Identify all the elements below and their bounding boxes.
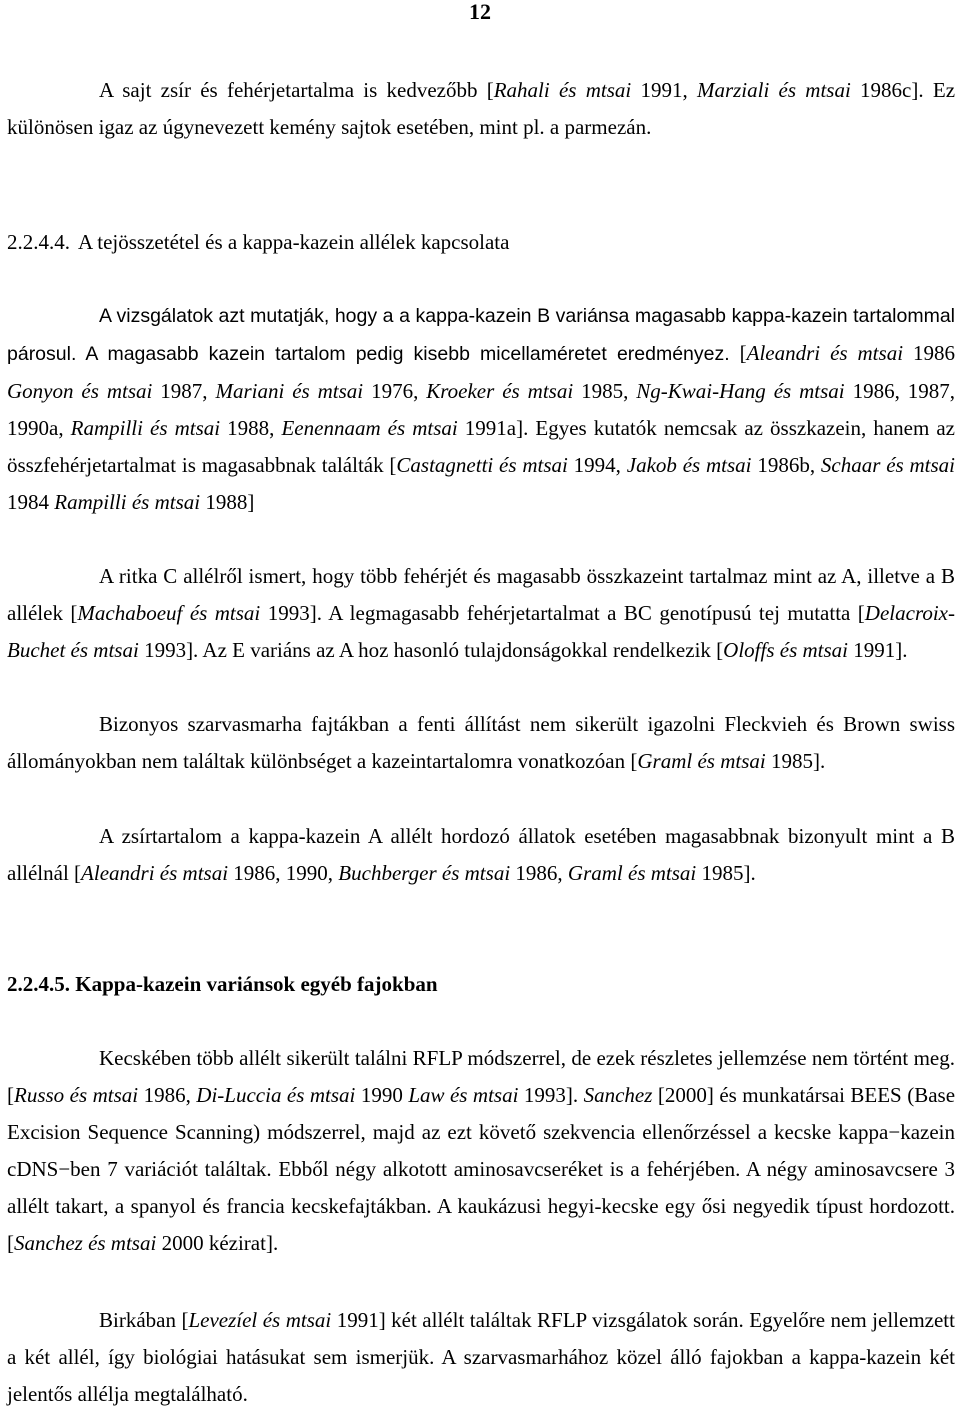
paragraph-birka: Birkában [Levezíel és mtsai 1991] két allélt találtak RFLP vizsgálatok során. Egyelőre nem jellemzett a két allél, így biológiai hatásukat sem ismerjük. A szarvasmarhához közel álló fajokban a kappa-kazein két jelentős allélja megtalálható. <box>7 1308 955 1406</box>
paragraph-kappa-kazein-b: A vizsgálatok azt mutatják, hogy a a kappa-kazein B variánsa magasabb kappa-kazein tartalommal párosul. A magasabb kazein tartalom pedig kisebb micellaméretet eredményez. [Aleandri és mtsai 1986 Gonyon és mtsai 1987, Mariani és mtsai 1976, Kroeker és mtsai 1985, Ng-Kwai-Hang és mtsai 1986, 1987, 1990a, Rampilli és mtsai 1988, Eenennaam és mtsai 1991a]. Egyes kutatók nemcsak az összkazein, hanem az összfehérjetartalmat is magasabbnak találták [Castagnetti és mtsai 1994, Jakob és mtsai 1986b, Schaar és mtsai 1984 Rampilli és mtsai 1988] <box>7 305 956 514</box>
section-heading-2-2-4-4: 2.2.4.4. A tejösszetétel és a kappa-kazein allélek kapcsolata <box>7 230 510 254</box>
paragraph-zsirtartalom: A zsírtartalom a kappa-kazein A allélt hordozó állatok esetében magasabbnak bizonyult mint a B allélnál [Aleandri és mtsai 1986, 1990, Buchberger és mtsai 1986, Graml és mtsai 1985]. <box>7 824 955 885</box>
paragraph-szarvasmarha-fajtak: Bizonyos szarvasmarha fajtákban a fenti állítást nem sikerült igazolni Fleckvieh és Brown swiss állományokban nem találtak különbséget a kazeintartalomra vonatkozóan [Graml és mtsai 1985]. <box>7 712 955 773</box>
paragraph-ritka-c-allel: A ritka C allélről ismert, hogy több fehérjét és magasabb összkazeint tartalmaz mint az A, illetve a B allélek [Machaboeuf és mtsai 1993]. A legmagasabb fehérjetartalmat a BC genotípusú tej mutatta [Delacroix-Buchet és mtsai 1993]. Az E variáns az A hoz hasonló tulajdonságokkal rendelkezik [Oloffs és mtsai 1991]. <box>7 564 955 662</box>
paragraph-sajt-zsir: A sajt zsír és fehérjetartalma is kedvezőbb [Rahali és mtsai 1991, Marziali és mtsai 1986c]. Ez különösen igaz az úgynevezett kemény sajtok esetében, mint pl. a parmezán. <box>7 78 956 139</box>
page-number: 12 <box>469 0 491 24</box>
section-heading-2-2-4-5: 2.2.4.5. Kappa-kazein variánsok egyéb fajokban <box>7 972 438 996</box>
paragraph-kecske: Kecskében több allélt sikerült találni RFLP módszerrel, de ezek részletes jellemzése nem történt meg. [Russo és mtsai 1986, Di-Luccia és mtsai 1990 Law és mtsai 1993]. Sanchez [2000] és munkatársai BEES (Base Excision Sequence Scanning) módszerrel, majd az ezt követő szekvencia ellenőrzéssel a kecske kappa−kazein cDNS−ben 7 variációt találtak. Ebből négy alkotott aminosavcseréket is a fehérjében. A négy aminosavcsere 3 allélt takart, a spanyol és francia kecskefajtákban. A kaukázusi hegyi-kecske egy ősi negyedik típust hordozott.[Sanchez és mtsai 2000 kézirat]. <box>7 1046 956 1255</box>
